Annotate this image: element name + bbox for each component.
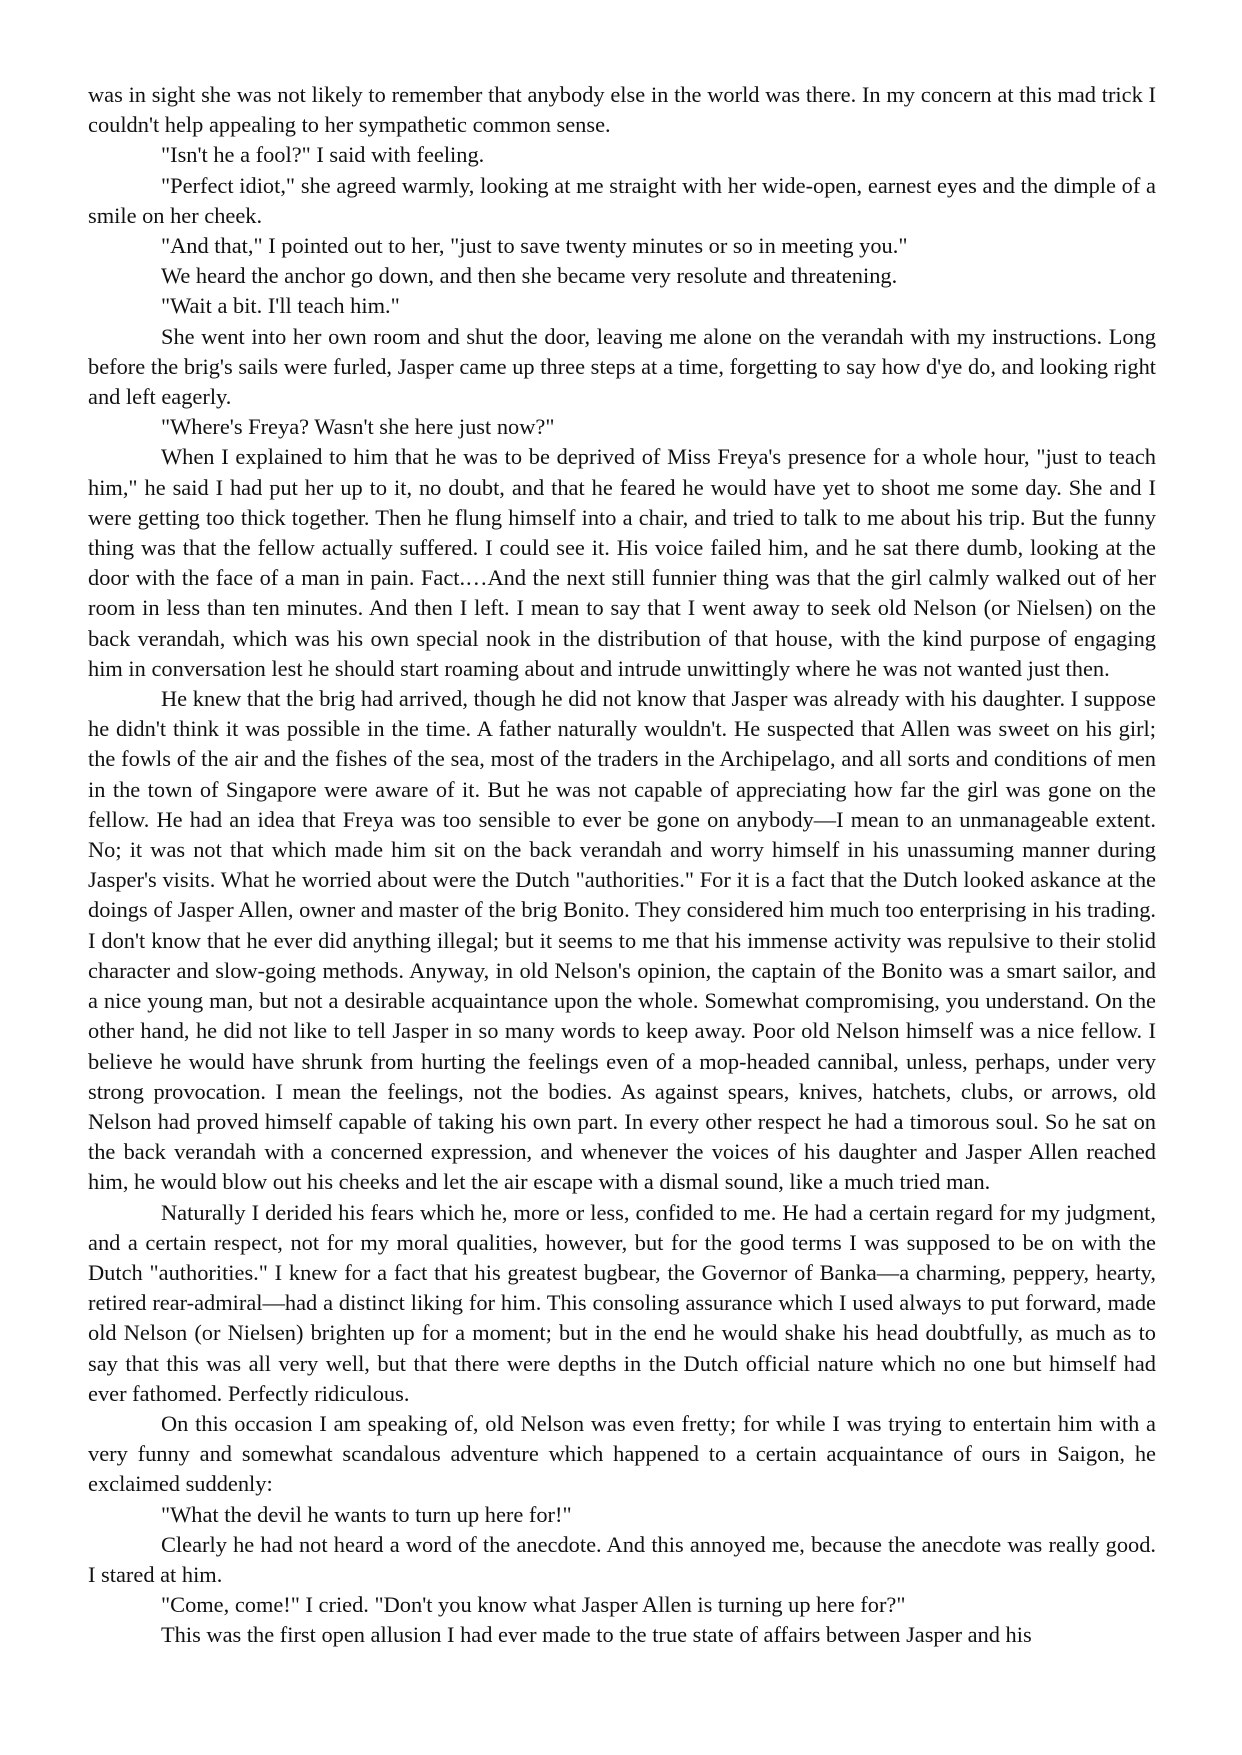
document-page bbox=[88, 80, 1156, 1651]
paragraph-own-room: She went into her own room and shut the door, leaving me alone on the verandah with my instructions. Long before the brig's sails were furled, Jasper came up three steps at a time, forgetting to say how d'ye do, and looking right and left eagerly. bbox=[88, 323, 1156, 410]
paragraph-anecdote: Clearly he had not heard a word of the anecdote. And this annoyed me, because the anecdote was really good. I stared at him. bbox=[88, 1531, 1156, 1587]
paragraph-dialogue-where-freya: "Where's Freya? Wasn't she here just now?" bbox=[161, 414, 555, 440]
paragraph-dialogue-wait: "Wait a bit. I'll teach him." bbox=[161, 293, 400, 319]
paragraph-dialogue-twenty-minutes: "And that," I pointed out to her, "just to save twenty minutes or so in meeting you." bbox=[161, 233, 908, 259]
paragraph-allusion: This was the first open allusion I had ever made to the true state of affairs between Jasper and his bbox=[161, 1622, 1032, 1648]
paragraph-anchor: We heard the anchor go down, and then she became very resolute and threatening. bbox=[161, 263, 898, 289]
paragraph-dialogue-devil: "What the devil he wants to turn up here for!" bbox=[161, 1501, 572, 1527]
paragraph-continuation: was in sight she was not likely to remember that anybody else in the world was there. In my concern at this mad trick I couldn't help appealing to her sympathetic common sense. bbox=[88, 82, 1156, 138]
paragraph-dialogue-come: "Come, come!" I cried. "Don't you know what Jasper Allen is turning up here for?" bbox=[161, 1592, 906, 1618]
paragraph-derided-fears: Naturally I derided his fears which he, more or less, confided to me. He had a certain regard for my judgment, and a certain respect, not for my moral qualities, however, but for the good terms I was supposed to be on with the Dutch "authorities." I knew for a fact that his greatest bugbear, the Governor of Banka—a charming, peppery, hearty, retired rear-admiral—had a distinct liking for him. This consoling assurance which I used always to put forward, made old Nelson (or Nielsen) brighten up for a moment; but in the end he would shake his head doubtfully, as much as to say that this was all very well, but that there were depths in the Dutch official nature which no one but himself had ever fathomed. Perfectly ridiculous. bbox=[88, 1199, 1156, 1406]
paragraph-brig-arrived: He knew that the brig had arrived, though he did not know that Jasper was already with his daughter. I suppose he didn't think it was possible in the time. A father naturally wouldn't. He suspected that Allen was sweet on his girl; the fowls of the air and the fishes of the sea, most of the traders in the Archipelago, and all sorts and conditions of men in the town of Singapore were aware of it. But he was not capable of appreciating how far the girl was gone on the fellow. He had an idea that Freya was too sensible to ever be gone on anybody—I mean to an unmanageable extent. No; it was not that which made him sit on the back verandah and worry himself in his unassuming manner during Jasper's visits. What he worried about were the Dutch "authorities." For it is a fact that the Dutch looked askance at the doings of Jasper Allen, owner and master of the brig Bonito. They considered him much too enterprising in his trading. I don't know that he ever did anything illegal; but it seems to me that his immense activity was repulsive to their stolid character and slow-going methods. Anyway, in old Nelson's opinion, the captain of the Bonito was a smart sailor, and a nice young man, but not a desirable acquaintance upon the whole. Somewhat compromising, you understand. On the other hand, he did not like to tell Jasper in so many words to keep away. Poor old Nelson himself was a nice fellow. I believe he would have shrunk from hurting the feelings even of a mop-headed cannibal, unless, perhaps, under very strong provocation. I mean the feelings, not the bodies. As against spears, knives, hatchets, clubs, or arrows, old Nelson had proved himself capable of taking his own part. In every other respect he had a timorous soul. So he sat on the back verandah with a concerned expression, and whenever the voices of his daughter and Jasper Allen reached him, he would blow out his cheeks and let the air escape with a dismal sound, like a much tried man. bbox=[88, 686, 1156, 1195]
paragraph-this-occasion: On this occasion I am speaking of, old Nelson was even fretty; for while I was trying to entertain him with a very funny and somewhat scandalous adventure which happened to a certain acquaintance of ours in Saigon, he exclaimed suddenly: bbox=[88, 1410, 1156, 1497]
paragraph-dialogue-fool: "Isn't he a fool?" I said with feeling. bbox=[161, 142, 485, 168]
paragraph-explained: When I explained to him that he was to be deprived of Miss Freya's presence for a whole hour, "just to teach him," he said I had put her up to it, no doubt, and that he feared he would have yet to shoot me some day. She and I were getting too thick together. Then he flung himself into a chair, and tried to talk to me about his trip. But the funny thing was that the fellow actually suffered. I could see it. His voice failed him, and he sat there dumb, looking at the door with the face of a man in pain. Fact.…And the next still funnier thing was that the girl calmly walked out of her room in less than ten minutes. And then I left. I mean to say that I went away to seek old Nelson (or Nielsen) on the back verandah, which was his own special nook in the distribution of that house, with the kind purpose of engaging him in conversation lest he should start roaming about and intrude unwittingly where he was not wanted just then. bbox=[88, 444, 1156, 681]
paragraph-dialogue-idiot: "Perfect idiot," she agreed warmly, looking at me straight with her wide-open, earnest eyes and the dimple of a smile on her cheek. bbox=[88, 172, 1156, 228]
